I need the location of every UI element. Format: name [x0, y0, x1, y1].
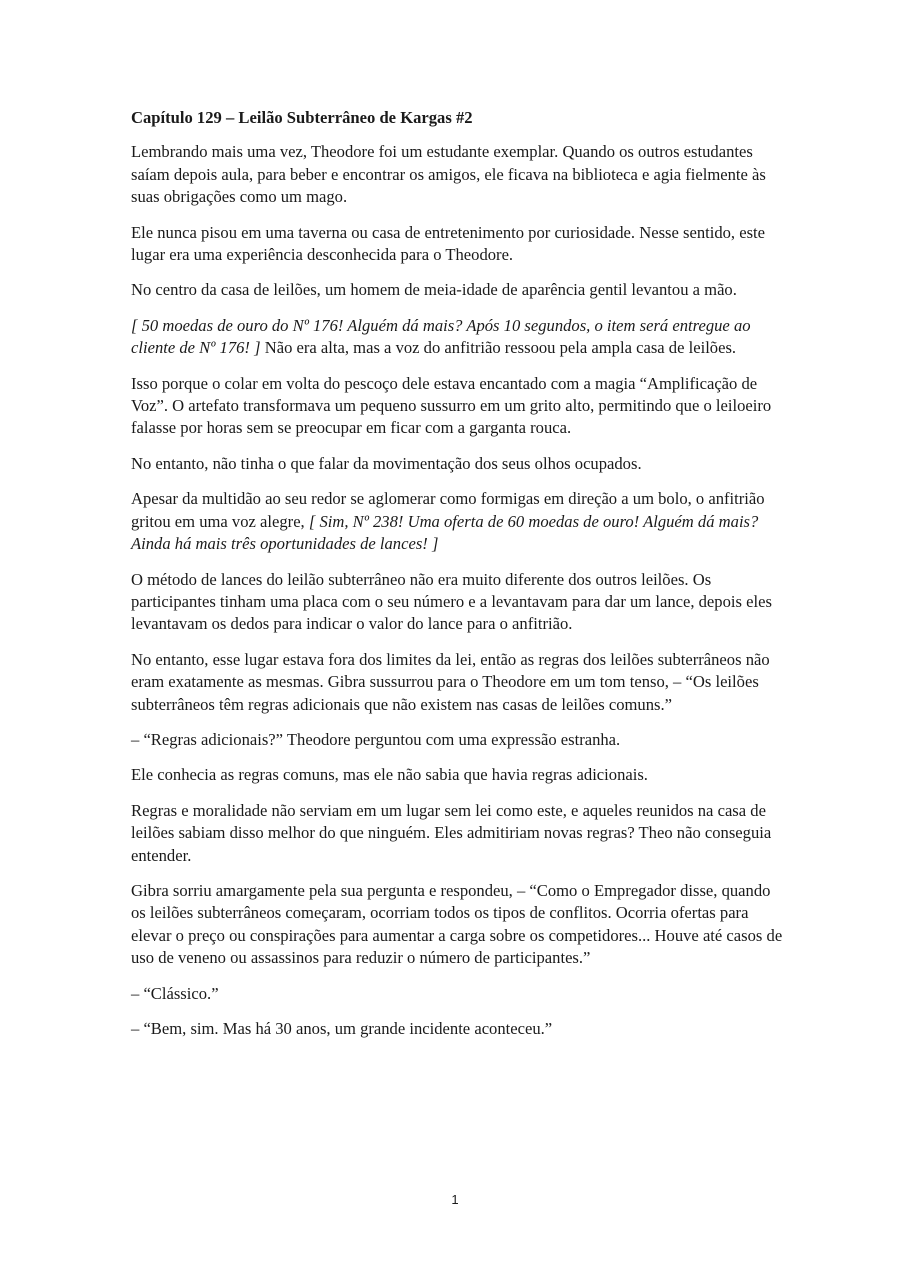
chapter-title: Capítulo 129 – Leilão Subterrâneo de Kargas #2 — [131, 108, 473, 127]
auctioneer-speech: [ 50 moedas de ouro do Nº 176! Alguém dá mais? Após 10 segundos, o item será entregue ao cliente de Nº 176! ] — [131, 315, 751, 358]
paragraph-text: – “Regras adicionais?” Theodore perguntou com uma expressão estranha. — [131, 729, 621, 749]
paragraph-text: Não era alta, mas a voz do anfitrião ressoou pela ampla casa de leilões. — [260, 338, 737, 358]
paragraph — [131, 764, 786, 786]
paragraph-text: No entanto, esse lugar estava fora dos limites da lei, então as regras dos leilões subterrâneos não eram exatamente as mesmas. Gibra sussurrou para o Theodore em um tom tenso, – “Os leilões subterrâneos têm regras adicionais que não existem nas casas de leilões comuns.” — [131, 649, 770, 714]
paragraph — [131, 729, 786, 751]
paragraph — [131, 649, 786, 716]
paragraph — [131, 983, 786, 1005]
body-text — [131, 141, 786, 1040]
paragraph-text: Regras e moralidade não serviam em um lugar sem lei como este, e aqueles reunidos na casa de leilões sabiam disso melhor do que ninguém. Eles admitiriam novas regras? Theo não conseguia entender. — [131, 800, 772, 865]
paragraph — [131, 800, 786, 867]
paragraph — [131, 279, 786, 301]
paragraph — [131, 141, 786, 208]
paragraph-text: – “Clássico.” — [131, 983, 219, 1003]
page-number: 1 — [451, 1192, 459, 1207]
paragraph-text: No centro da casa de leilões, um homem de meia-idade de aparência gentil levantou a mão. — [131, 280, 737, 300]
paragraph-text: Ele conhecia as regras comuns, mas ele não sabia que havia regras adicionais. — [131, 765, 648, 785]
paragraph — [131, 453, 786, 475]
paragraph — [131, 373, 786, 440]
paragraph-text: No entanto, não tinha o que falar da movimentação dos seus olhos ocupados. — [131, 453, 642, 473]
page-content — [131, 107, 786, 1053]
auctioneer-speech: [ Sim, Nº 238! Uma oferta de 60 moedas de ouro! Alguém dá mais? Ainda há mais três oportunidades de lances! ] — [131, 511, 759, 554]
paragraph-text: Isso porque o colar em volta do pescoço dele estava encantado com a magia “Amplificação de Voz”. O artefato transformava um pequeno sussurro em um grito alto, permitindo que o leiloeiro falasse por horas sem se preocupar em ficar com a garganta rouca. — [131, 373, 772, 438]
paragraph-text: Gibra sorriu amargamente pela sua pergunta e respondeu, – “Como o Empregador disse, quando os leilões subterrâneos começaram, ocorriam todos os tipos de conflitos. Ocorria ofertas para elevar o preço ou conspirações para aumentar a carga sobre os competidores... Houve até casos de uso de veneno ou assassinos para reduzir o número de participantes.” — [131, 880, 783, 968]
paragraph-text: Apesar da multidão ao seu redor se aglomerar como formigas em direção a um bolo, o anfitrião gritou em uma voz alegre, — [131, 489, 765, 531]
paragraph — [131, 1018, 786, 1040]
paragraph — [131, 488, 786, 555]
paragraph — [131, 569, 786, 636]
paragraph-text: Lembrando mais uma vez, Theodore foi um estudante exemplar. Quando os outros estudantes saíam depois aula, para beber e encontrar os amigos, ele ficava na biblioteca e agia fielmente às suas obrigações como um mago. — [131, 142, 766, 207]
paragraph-text: – “Bem, sim. Mas há 30 anos, um grande incidente aconteceu.” — [131, 1019, 553, 1038]
paragraph — [131, 315, 786, 360]
paragraph-text: Ele nunca pisou em uma taverna ou casa de entretenimento por curiosidade. Nesse sentido, este lugar era uma experiência desconhecida para o Theodore. — [131, 222, 766, 265]
paragraph — [131, 222, 786, 267]
paragraph — [131, 880, 786, 970]
paragraph-text: O método de lances do leilão subterrâneo não era muito diferente dos outros leilões. Os participantes tinham uma placa com o seu número e a levantavam para dar um lance, depois eles levantavam os dedos para indicar o valor do lance para o anfitrião. — [131, 569, 772, 634]
